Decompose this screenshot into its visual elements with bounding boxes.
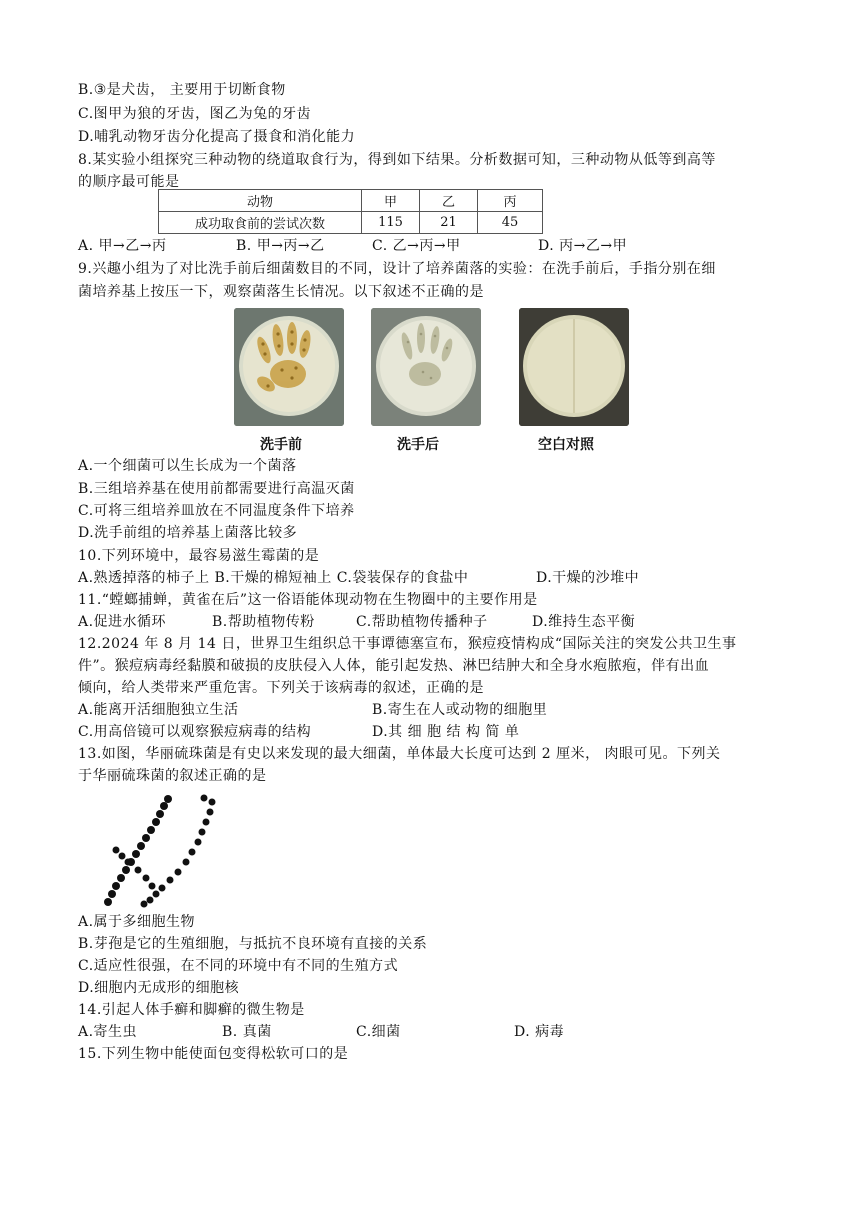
q9-option-b: B.三组培养基在使用前都需要进行高温灭菌	[78, 481, 355, 497]
q7-option-d: D.哺乳动物牙齿分化提高了摄食和消化能力	[78, 129, 356, 145]
q11-option-d: D.维持生态平衡	[532, 614, 636, 630]
q8-option-c: C. 乙→丙→甲	[372, 238, 461, 254]
q12-stem-line3: 倾向，给人类带来严重危害。下列关于该病毒的叙述，正确的是	[78, 680, 484, 696]
table-header-cell: 乙	[420, 190, 478, 212]
q10-option-d: D.干燥的沙堆中	[536, 570, 640, 586]
q12-stem-line2: 件”。猴痘病毒经黏膜和破损的皮肤侵入人体，能引起发热、淋巴结肿大和全身水疱脓疱，伴有出血	[78, 658, 710, 674]
q8-option-b: B. 甲→丙→乙	[236, 238, 325, 254]
table-cell: 成功取食前的尝试次数	[159, 212, 362, 234]
q12-option-c: C.用高倍镜可以观察猴痘病毒的结构	[78, 724, 312, 740]
q13-stem-line1: 13.如图，华丽硫珠菌是有史以来发现的最大细菌，单体最大长度可达到 2 厘米， 肉眼可见。下列关	[78, 746, 721, 762]
caption-before-wash: 洗手前	[260, 437, 302, 453]
q12-option-a: A.能离开活细胞独立生活	[78, 702, 239, 718]
q8-option-d: D. 丙→乙→甲	[538, 238, 628, 254]
hand-print-colonies-dense	[234, 308, 344, 426]
q14-option-a: A.寄生虫	[78, 1024, 138, 1040]
q12-option-d: D.其 细 胞 结 构 简 单	[372, 724, 520, 740]
q9-stem-line1: 9.兴趣小组为了对比洗手前后细菌数目的不同，设计了培养菌落的实验：在洗手前后，手指分别在细	[78, 261, 716, 277]
q9-petri-dish-figure	[156, 308, 642, 454]
q14-option-d: D. 病毒	[514, 1024, 565, 1040]
blank-control-plate	[519, 308, 629, 426]
q10-options-abc: A.熟透掉落的柿子上 B.干燥的棉短袖上 C.袋装保存的食盐中	[78, 570, 469, 586]
caption-blank-control: 空白对照	[538, 437, 594, 453]
petri-dish-after-wash	[371, 308, 481, 426]
q14-option-c: C.细菌	[356, 1024, 401, 1040]
q9-option-c: C.可将三组培养皿放在不同温度条件下培养	[78, 503, 355, 519]
table-cell: 45	[478, 212, 543, 234]
caption-after-wash: 洗手后	[397, 437, 439, 453]
q8-stem-line1: 8.某实验小组探究三种动物的绕道取食行为，得到如下结果。分析数据可知，三种动物从低等到高等	[78, 152, 716, 168]
table-header-cell: 甲	[362, 190, 420, 212]
q11-option-c: C.帮助植物传播种子	[356, 614, 488, 630]
q7-option-b: B.③是犬齿， 主要用于切断食物	[78, 82, 286, 98]
q14-option-b: B. 真菌	[222, 1024, 272, 1040]
q14-stem: 14.引起人体手癣和脚癣的微生物是	[78, 1002, 305, 1018]
q12-stem-line1: 12.2024 年 8 月 14 日，世界卫生组织总干事谭德塞宣布，猴痘疫情构成“国际关注的突发公共卫生事	[78, 636, 737, 652]
hand-print-colonies-sparse	[371, 308, 481, 426]
table-header-cell: 动物	[159, 190, 362, 212]
petri-dish-blank-control	[519, 308, 629, 426]
q13-option-b: B.芽孢是它的生殖细胞，与抵抗不良环境有直接的关系	[78, 936, 428, 952]
q10-stem: 10.下列环境中，最容易滋生霉菌的是	[78, 548, 320, 564]
thiomargarita-bacteria-illustration	[98, 790, 222, 910]
q9-option-a: A.一个细菌可以生长成为一个菌落	[78, 458, 297, 474]
q7-option-c: C.图甲为狼的牙齿，图乙为兔的牙齿	[78, 106, 312, 122]
q13-option-d: D.细胞内无成形的细胞核	[78, 980, 240, 996]
q8-option-a: A. 甲→乙→丙	[78, 238, 167, 254]
q9-stem-line2: 菌培养基上按压一下，观察菌落生长情况。以下叙述不正确的是	[78, 284, 484, 300]
petri-dish-before-wash	[234, 308, 344, 426]
table-cell: 21	[420, 212, 478, 234]
q11-stem: 11.“螳螂捕蝉，黄雀在后”这一俗语能体现动物在生物圈中的主要作用是	[78, 592, 538, 608]
q13-stem-line2: 于华丽硫珠菌的叙述正确的是	[78, 768, 267, 784]
q8-stem-line2: 的顺序最可能是	[78, 174, 180, 190]
q12-option-b: B.寄生在人或动物的细胞里	[372, 702, 548, 718]
table-header-cell: 丙	[478, 190, 543, 212]
table-row	[159, 212, 543, 234]
q13-option-a: A.属于多细胞生物	[78, 914, 196, 930]
q11-option-a: A.促进水循环	[78, 614, 167, 630]
table-cell: 115	[362, 212, 420, 234]
q9-option-d: D.洗手前组的培养基上菌落比较多	[78, 525, 298, 541]
q11-option-b: B.帮助植物传粉	[212, 614, 315, 630]
q15-stem: 15.下列生物中能使面包变得松软可口的是	[78, 1046, 349, 1062]
q8-data-table	[158, 189, 543, 234]
table-header-row	[159, 190, 543, 212]
q13-option-c: C.适应性很强，在不同的环境中有不同的生殖方式	[78, 958, 399, 974]
